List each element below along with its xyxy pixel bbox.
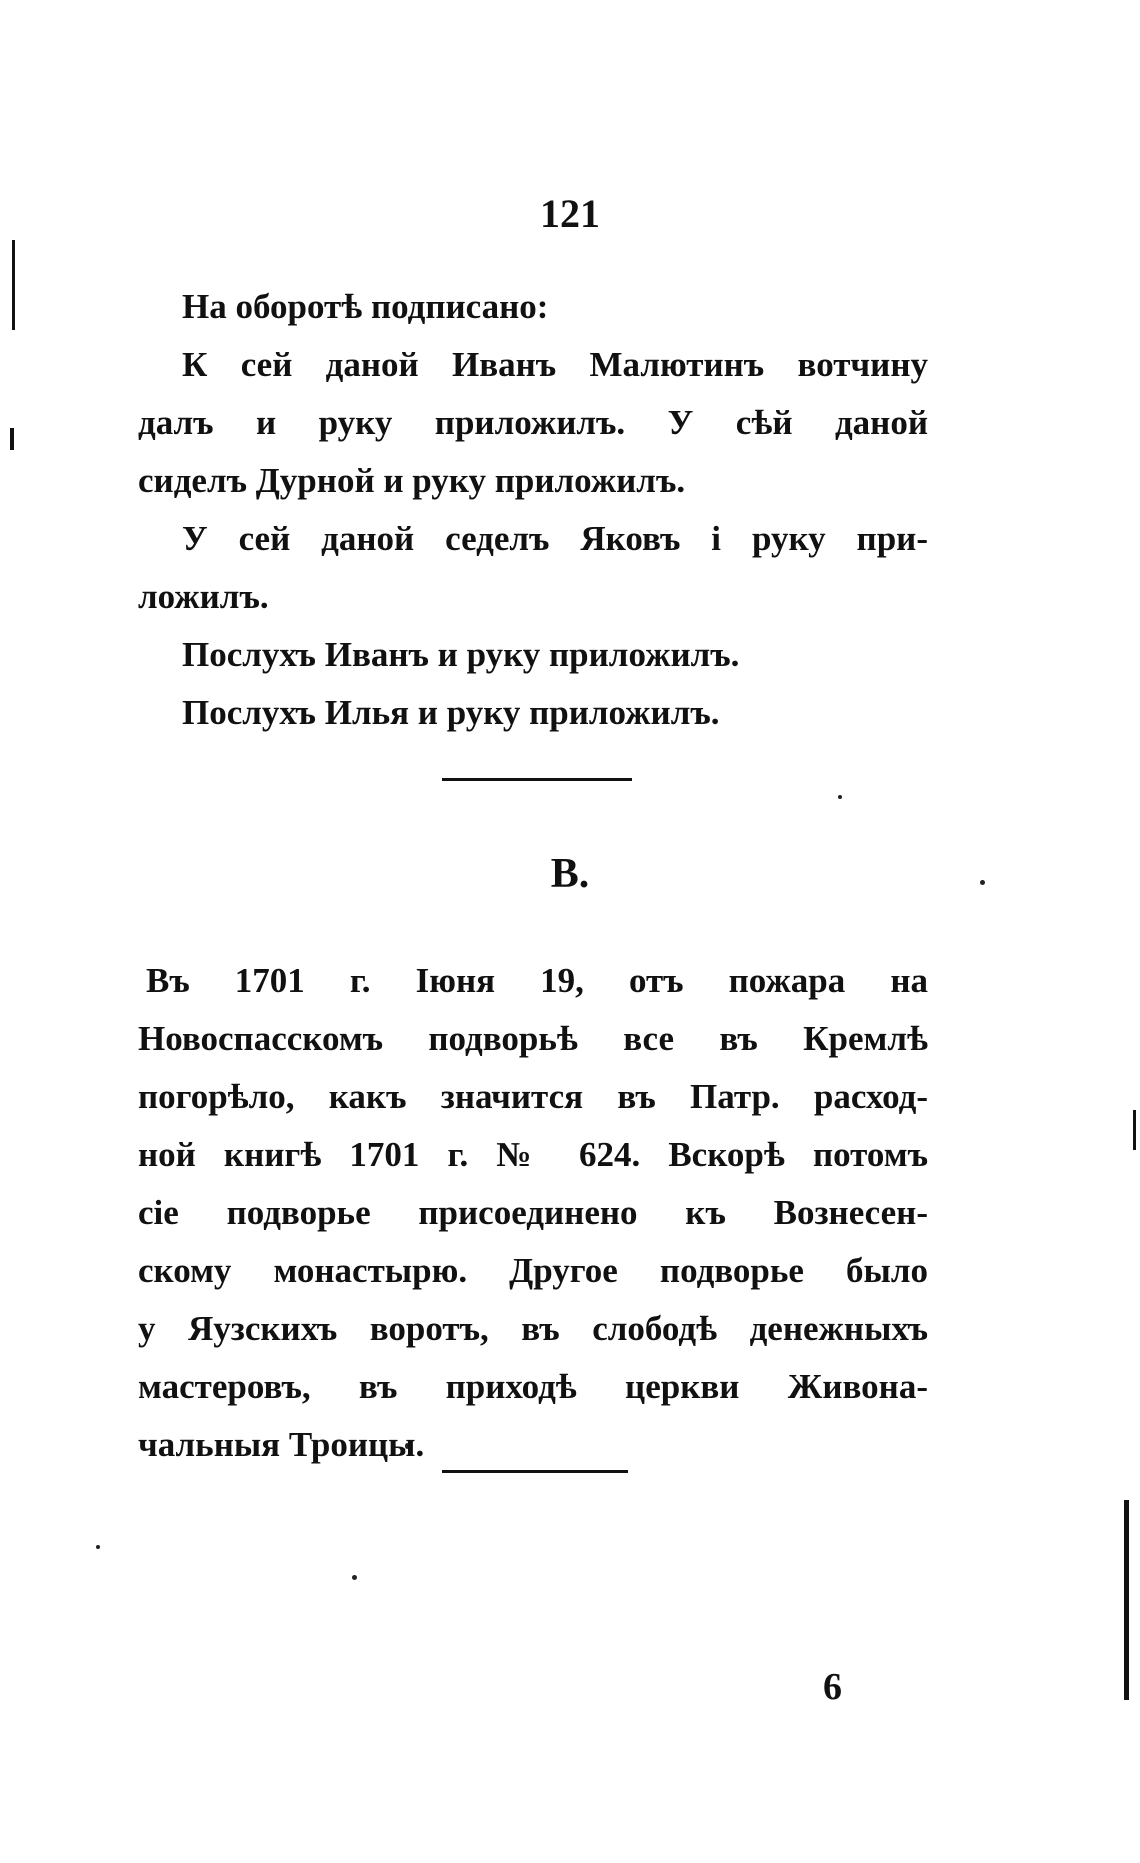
notes-block — [138, 278, 928, 742]
notes-line: ложилъ. — [138, 577, 269, 616]
notes-line: На оборотѣ подписано: — [182, 287, 549, 326]
paragraph-line: сіе подворье присоединено къ Вознесен- — [138, 1193, 928, 1232]
notes-line: У сей даной седелъ Яковъ і руку при- — [182, 519, 928, 558]
signature-mark: 6 — [823, 1666, 842, 1708]
right-margin-mark — [1133, 1110, 1136, 1150]
notes-line: Послухъ Илья и руку приложилъ. — [182, 693, 720, 732]
left-margin-edge — [12, 240, 15, 330]
page-number: 121 — [540, 191, 600, 236]
notes-line: Послухъ Иванъ и руку приложилъ. — [182, 635, 740, 674]
main-paragraph — [138, 952, 928, 1474]
paragraph-line: погорѣло, какъ значится въ Патр. расход- — [138, 1077, 928, 1116]
paragraph-line: Новоспасскомъ подворьѣ все въ Кремлѣ — [138, 1019, 928, 1058]
separator-rule — [442, 778, 632, 781]
paragraph-line: ной книгѣ 1701 г. № 624. Вскорѣ потомъ — [138, 1135, 928, 1174]
paragraph-line: у Яузскихъ воротъ, въ слободѣ денежныхъ — [138, 1309, 928, 1348]
paragraph-line: Въ 1701 г. Іюня 19, отъ пожара на — [146, 961, 928, 1000]
notes-line: сиделъ Дурной и руку приложилъ. — [138, 461, 686, 500]
speck — [352, 1575, 357, 1580]
paragraph-line: чальныя Троицы. — [138, 1425, 425, 1464]
paragraph-line: мастеровъ, въ приходѣ церкви Живона- — [138, 1367, 928, 1406]
separator-rule — [442, 1470, 628, 1473]
speck — [96, 1545, 100, 1549]
section-heading: B. — [550, 851, 590, 897]
notes-line: К сей даной Иванъ Малютинъ вотчину — [182, 345, 928, 384]
notes-line: далъ и руку приложилъ. У сѣй даной — [138, 403, 928, 442]
paragraph-line: скому монастырю. Другое подворье было — [138, 1251, 928, 1290]
left-margin-mark — [10, 428, 14, 450]
speck — [838, 795, 842, 799]
right-margin-edge — [1124, 1500, 1129, 1700]
